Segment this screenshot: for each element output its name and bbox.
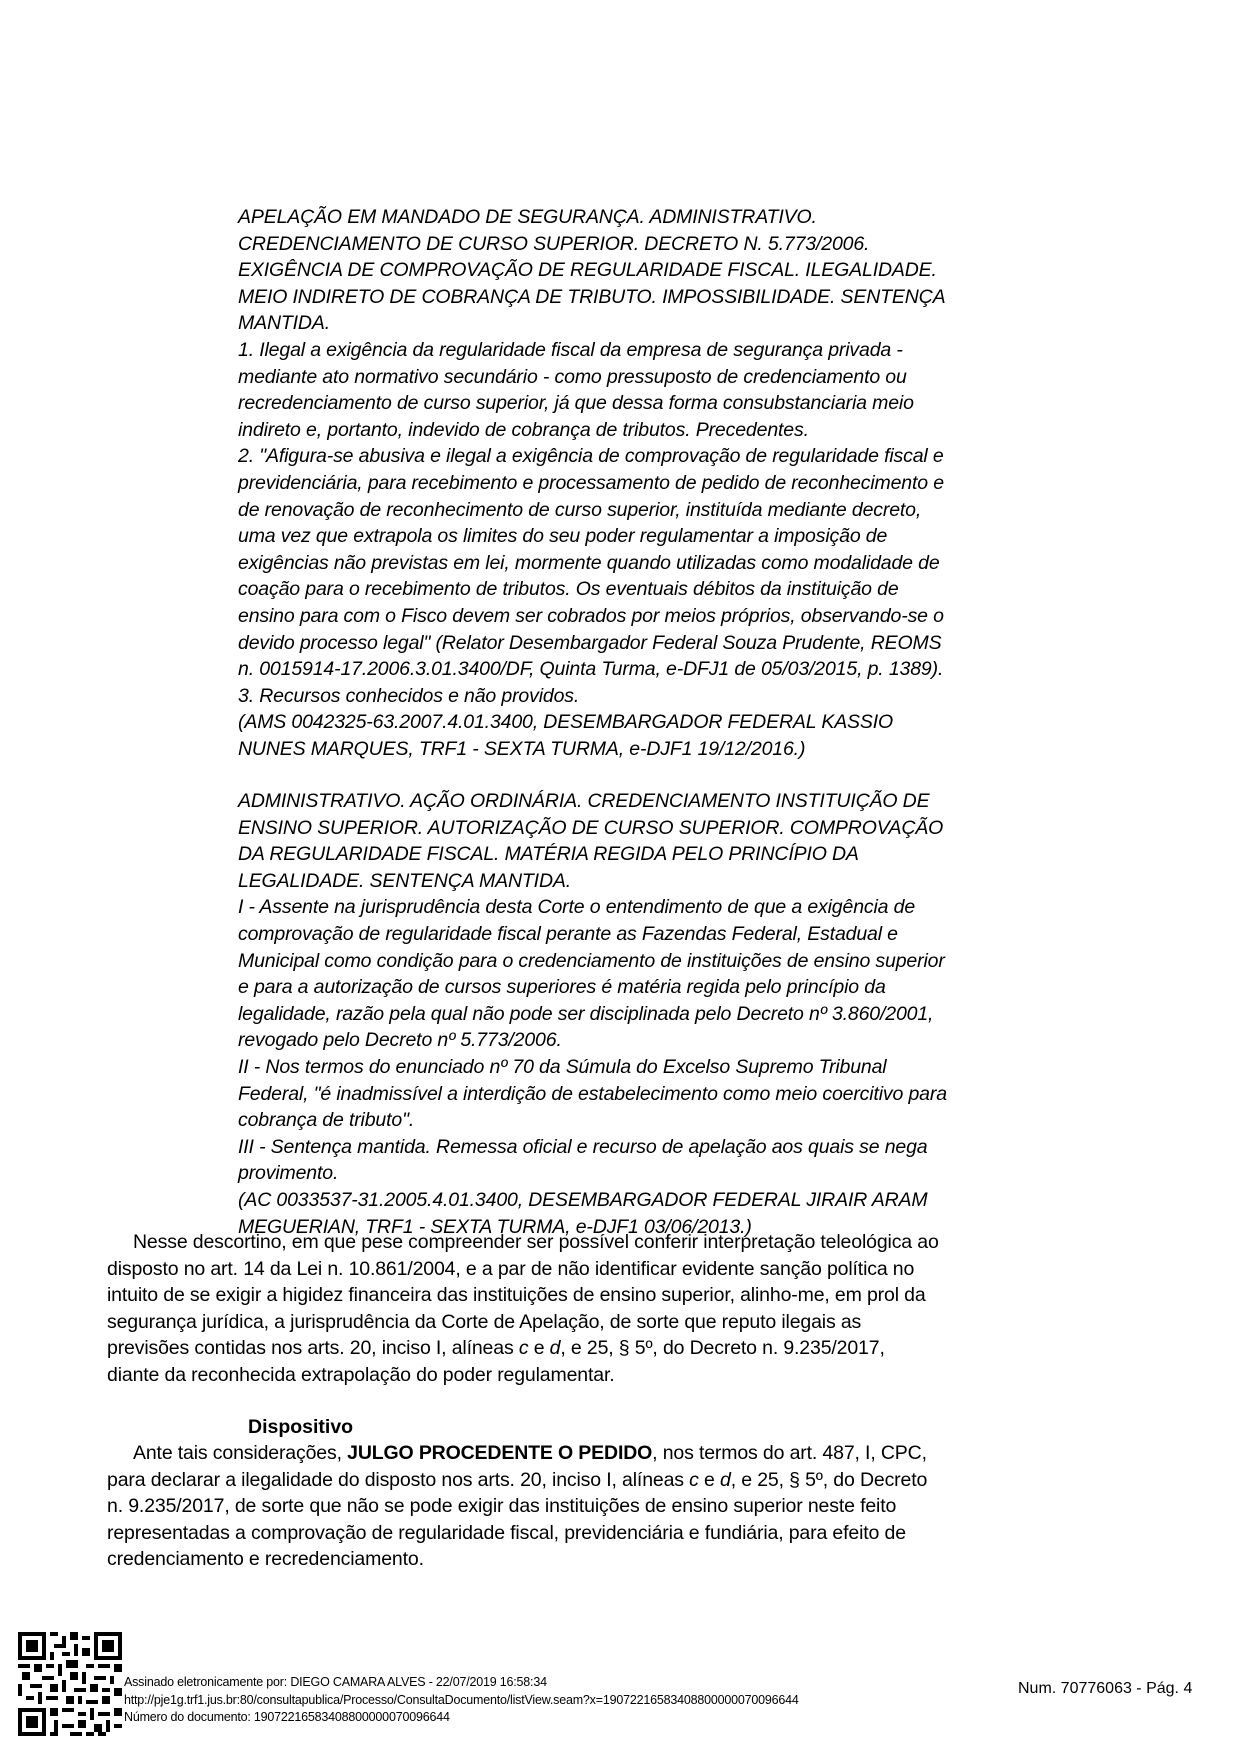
paragraph-line — [107, 1467, 1062, 1494]
italic-run: c — [518, 1337, 529, 1360]
quote-line: 2. "Afigura-se abusiva e ilegal a exigência de comprovação de regularidade fiscal e — [238, 445, 944, 468]
quote-line: e para a autorização de cursos superiores é matéria regida pelo princípio da — [238, 976, 886, 999]
signature-footer — [124, 1674, 799, 1727]
quote-line: MANTIDA. — [238, 312, 330, 335]
quote-line: Municipal como condição para o credenciamento de instituições de ensino superior — [238, 949, 945, 972]
signed-by-text: Assinado eletronicamente por: DIEGO CAMARA ALVES - 22/07/2019 16:58:34 — [124, 1675, 547, 1689]
quote-line: DA REGULARIDADE FISCAL. MATÉRIA REGIDA PELO PRINCÍPIO DA — [238, 843, 859, 866]
quote-line: exigências não previstas em lei, mormente quando utilizadas como modalidade de — [238, 551, 940, 574]
text-run: para declarar a ilegalidade do disposto nos arts. 20, inciso I, alíneas — [107, 1468, 690, 1491]
quote-line: provimento. — [238, 1162, 339, 1185]
qr-code-icon — [18, 1632, 122, 1736]
quote-line: previdenciária, para recebimento e processamento de pedido de reconhecimento e — [238, 471, 944, 494]
text-run: , e 25, § 5º, do Decreto n. 9.235/2017, — [560, 1337, 885, 1360]
text-run: Ante tais considerações, — [133, 1442, 348, 1464]
text-run: , nos termos do art. 487, I, CPC, — [652, 1442, 927, 1464]
quote-line: recredenciamento de curso superior, já que dessa forma consubstanciaria meio — [238, 392, 914, 415]
quote-line: 1. Ilegal a exigência da regularidade fiscal da empresa de segurança privada - — [238, 338, 903, 361]
quote-line: de renovação de reconhecimento de curso superior, instituída mediante decreto, — [238, 498, 922, 521]
quote-line: II - Nos termos do enunciado nº 70 da Súmula do Excelso Supremo Tribunal — [238, 1055, 887, 1078]
ruling-bold-text: JULGO PROCEDENTE O PEDIDO — [347, 1442, 653, 1464]
paragraph-line — [107, 1335, 1062, 1362]
text-run: e — [698, 1468, 720, 1491]
quote-line: CREDENCIAMENTO DE CURSO SUPERIOR. DECRETO N. 5.773/2006. — [238, 232, 870, 255]
paragraph-line: disposto no art. 14 da Lei n. 10.861/2004, e a par de não identificar evidente sanção política no — [107, 1257, 915, 1280]
quote-citation: (AC 0033537-31.2005.4.01.3400, DESEMBARGADOR FEDERAL JIRAIR ARAM — [238, 1188, 928, 1211]
quoted-precedent-2 — [238, 788, 1058, 1240]
quote-line: legalidade, razão pela qual não pode ser disciplinada pelo Decreto nº 3.860/2001, — [238, 1002, 934, 1025]
paragraph-line: n. 9.235/2017, de sorte que não se pode exigir das instituições de ensino superior neste feito — [107, 1495, 897, 1518]
paragraph-line — [107, 1440, 1062, 1467]
italic-run: c — [689, 1468, 699, 1491]
quote-line: n. 0015914-17.2006.3.01.3400/DF, Quinta Turma, e-DFJ1 de 05/03/2015, p. 1389). — [238, 658, 944, 681]
quote-line: III - Sentença mantida. Remessa oficial e recurso de apelação aos quais se nega — [238, 1135, 928, 1158]
quoted-precedent-1 — [238, 204, 1058, 762]
paragraph-reasoning — [107, 1229, 1062, 1389]
quote-line: mediante ato normativo secundário - como pressuposto de credenciamento ou — [238, 365, 907, 388]
paragraph-line: Nesse descortino, em que pese compreender ser possível conferir interpretação teleológica ao — [133, 1231, 939, 1253]
document-number-text: Número do documento: 19072216583408800000070096644 — [124, 1710, 450, 1724]
quote-citation: NUNES MARQUES, TRF1 - SEXTA TURMA, e-DJF1 19/12/2016.) — [238, 737, 806, 760]
paragraph-line: segurança jurídica, a jurisprudência da Corte de Apelação, de sorte que reputo ilegais as — [107, 1310, 862, 1333]
quote-line: ensino para com o Fisco devem ser cobrados por meios próprios, observando-se o — [238, 604, 944, 627]
quote-citation: (AMS 0042325-63.2007.4.01.3400, DESEMBARGADOR FEDERAL KASSIO — [238, 711, 894, 734]
quote-line: uma vez que extrapola os limites do seu poder regulamentar a imposição de — [238, 525, 888, 548]
quote-line: devido processo legal" (Relator Desembargador Federal Souza Prudente, REOMS — [238, 631, 942, 654]
quote-line: Federal, "é inadmissível a interdição de estabelecimento como meio coercitivo para — [238, 1082, 947, 1105]
paragraph-line: diante da reconhecida extrapolação do poder regulamentar. — [107, 1363, 615, 1386]
text-run: e — [528, 1337, 550, 1360]
text-run: , e 25, § 5º, do Decreto — [730, 1468, 928, 1491]
text-run: previsões contidas nos arts. 20, inciso I, alíneas — [107, 1337, 519, 1360]
quote-line: ADMINISTRATIVO. AÇÃO ORDINÁRIA. CREDENCIAMENTO INSTITUIÇÃO DE — [238, 790, 930, 812]
quote-line: coação para o recebimento de tributos. Os eventuais débitos da instituição de — [238, 578, 899, 601]
page-reference: Num. 70776063 - Pág. 4 — [1018, 1680, 1193, 1697]
italic-run: d — [720, 1468, 731, 1491]
quote-line: MEIO INDIRETO DE COBRANÇA DE TRIBUTO. IMPOSSIBILIDADE. SENTENÇA — [238, 285, 946, 308]
quote-line: comprovação de regularidade fiscal perante as Fazendas Federal, Estadual e — [238, 922, 898, 945]
quote-line: 3. Recursos conhecidos e não providos. — [238, 684, 580, 707]
paragraph-line: representadas a comprovação de regularidade fiscal, previdenciária e fundiária, para efeito de — [107, 1521, 906, 1544]
verification-url-link[interactable]: http://pje1g.trf1.jus.br:80/consultapublica/Processo/ConsultaDocumento/listView.seam?x=19072216583408800000070096644 — [124, 1692, 799, 1707]
quote-line: EXIGÊNCIA DE COMPROVAÇÃO DE REGULARIDADE FISCAL. ILEGALIDADE. — [238, 259, 937, 282]
quote-line: I - Assente na jurisprudência desta Corte o entendimento de que a exigência de — [238, 896, 916, 919]
quote-line: cobrança de tributo". — [238, 1109, 415, 1132]
quote-line: APELAÇÃO EM MANDADO DE SEGURANÇA. ADMINISTRATIVO. — [238, 206, 817, 228]
quote-line: ENSINO SUPERIOR. AUTORIZAÇÃO DE CURSO SUPERIOR. COMPROVAÇÃO — [238, 816, 944, 839]
quote-line: LEGALIDADE. SENTENÇA MANTIDA. — [238, 869, 571, 892]
paragraph-ruling — [107, 1440, 1062, 1573]
quote-line: indireto e, portanto, indevido de cobrança de tributos. Precedentes. — [238, 418, 809, 441]
quote-citation: MEGUERIAN, TRF1 - SEXTA TURMA, e-DJF1 03/06/2013.) — [238, 1215, 752, 1238]
paragraph-line: credenciamento e recredenciamento. — [107, 1548, 424, 1571]
quote-line: revogado pelo Decreto nº 5.773/2006. — [238, 1029, 562, 1052]
italic-run: d — [549, 1337, 561, 1360]
section-heading-dispositivo: Dispositivo — [248, 1416, 354, 1438]
paragraph-line: intuito de se exigir a higidez financeira das instituições de ensino superior, alinho-me, em prol da — [107, 1284, 926, 1307]
